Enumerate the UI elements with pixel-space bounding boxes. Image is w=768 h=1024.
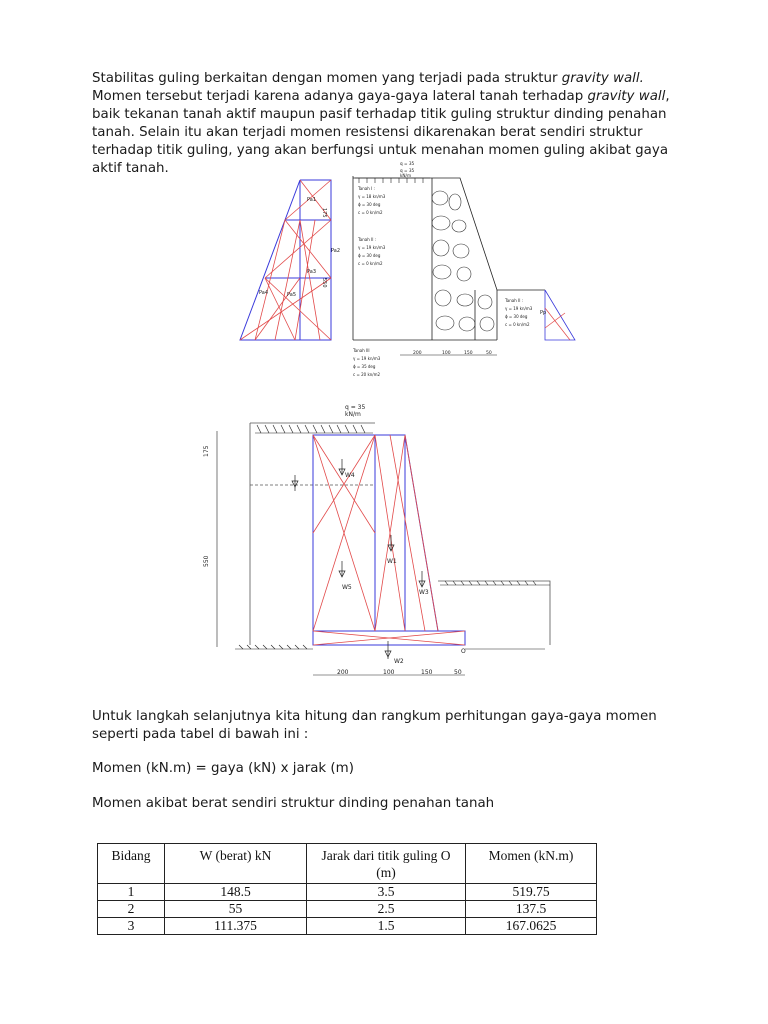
intro-text-1: Stabilitas guling berkaitan dengan momen yang terjadi pada struktur	[92, 71, 562, 86]
dim-1: 200	[413, 351, 422, 356]
weight-label-w5: W5	[342, 584, 352, 591]
header-moment: Momen (kN.m)	[466, 844, 597, 884]
cell-bidang: 1	[98, 884, 165, 901]
header-distance: Jarak dari titik guling O (m)	[307, 844, 466, 884]
force-label-pp: Pp	[540, 310, 547, 316]
table-row	[98, 918, 597, 935]
cell-moment: 137.5	[466, 901, 597, 918]
soil-right-line1: γ = 19 kn/m3	[505, 306, 533, 311]
intro-italic-2: gravity wall	[587, 89, 666, 104]
intro-text-2: Momen tersebut terjadi karena adanya gaya-gaya lateral tanah terhadap	[92, 89, 588, 104]
dim-height-top: 175	[321, 208, 327, 218]
figure-earth-pressure	[235, 161, 585, 388]
cell-distance: 1.5	[307, 918, 466, 935]
force-label-pa2: Pa2	[331, 248, 341, 254]
weight-label-w4: W4	[345, 472, 355, 479]
soil3-line2: ϕ = 35 deg	[353, 364, 376, 369]
load-unit: kN/m	[345, 411, 361, 418]
force-label-pa3: Pa3	[307, 269, 317, 275]
cell-moment: 519.75	[466, 884, 597, 901]
intro-paragraph	[92, 70, 682, 178]
weight-label-w3: W3	[419, 589, 429, 596]
pivot-label-o: O	[461, 648, 466, 655]
dim-2: 100	[442, 351, 451, 356]
dim-height-top: 175	[203, 445, 210, 457]
dim-3: 150	[464, 351, 473, 356]
table-row	[98, 884, 597, 901]
soil1-line2: ϕ = 30 deg	[358, 202, 381, 207]
header-bidang: Bidang	[98, 844, 165, 884]
weight-label-w2: W2	[394, 658, 404, 665]
dim-height-main: 550	[321, 278, 327, 288]
force-label-pa5: Pa5	[287, 292, 297, 298]
cell-weight: 55	[165, 901, 307, 918]
soil1-line1: γ = 18 kn/m3	[358, 194, 386, 199]
weight-label-w1: W1	[387, 558, 397, 565]
force-label-pa1: Pa1	[307, 197, 317, 203]
dim-2: 100	[383, 669, 395, 676]
cell-weight: 111.375	[165, 918, 307, 935]
cell-bidang: 3	[98, 918, 165, 935]
dim-1: 200	[337, 669, 349, 676]
formula-line: Momen (kN.m) = gaya (kN) x jarak (m)	[92, 761, 354, 776]
load-q-label: q = 35	[400, 161, 415, 166]
paragraph-next-step: Untuk langkah selanjutnya kita hitung dan rangkum perhitungan gaya-gaya momen seperti pada tabel di bawah ini :	[92, 709, 657, 742]
force-label-pa4: Pa4	[259, 290, 269, 296]
table-header-row	[98, 844, 597, 884]
dim-3: 150	[421, 669, 433, 676]
cell-bidang: 2	[98, 901, 165, 918]
soil3-line1: γ = 19 kn/m3	[353, 356, 381, 361]
cell-distance: 2.5	[307, 901, 466, 918]
cell-distance: 3.5	[307, 884, 466, 901]
header-weight: W (berat) kN	[165, 844, 307, 884]
load-unit: kN/m	[400, 173, 412, 178]
soil-right-line0: Tanah II :	[505, 298, 524, 303]
soil3-line3: c = 20 kn/m2	[353, 372, 381, 377]
intro-italic-1: gravity wall.	[561, 71, 644, 86]
soil1-line3: c = 0 kn/m2	[358, 210, 383, 215]
cell-weight: 148.5	[165, 884, 307, 901]
soil-right-line3: c = 0 kn/m2	[505, 322, 530, 327]
load-q-value: q = 35	[400, 168, 415, 173]
dim-4: 50	[454, 669, 462, 676]
soil1-line0: Tanah I :	[358, 186, 375, 191]
dim-height-main: 550	[203, 555, 210, 567]
figure-self-weight	[195, 395, 565, 685]
soil2-line2: ϕ = 30 deg	[358, 253, 381, 258]
soil2-line1: γ = 19 kn/m3	[358, 245, 386, 250]
table-row	[98, 901, 597, 918]
soil2-line0: Tanah II :	[358, 237, 377, 242]
table-caption: Momen akibat berat sendiri struktur dinding penahan tanah	[92, 796, 495, 811]
dim-4: 50	[486, 351, 492, 356]
soil3-line0: Tanah III	[353, 348, 370, 353]
load-q-value: q = 35	[345, 404, 366, 411]
soil2-line3: c = 0 kn/m2	[358, 261, 383, 266]
intro-text-3: , baik tekanan tanah aktif maupun pasif terhadap titik guling struktur dinding penahan tanah. Selain itu akan terjadi momen resistensi dikarenakan berat sendiri struktur terhadap titik guling, yang akan berfungsi untuk menahan momen guling akibat gaya aktif tanah.	[92, 89, 670, 176]
moment-table	[97, 843, 597, 935]
soil-right-line2: ϕ = 30 deg	[505, 314, 528, 319]
cell-moment: 167.0625	[466, 918, 597, 935]
